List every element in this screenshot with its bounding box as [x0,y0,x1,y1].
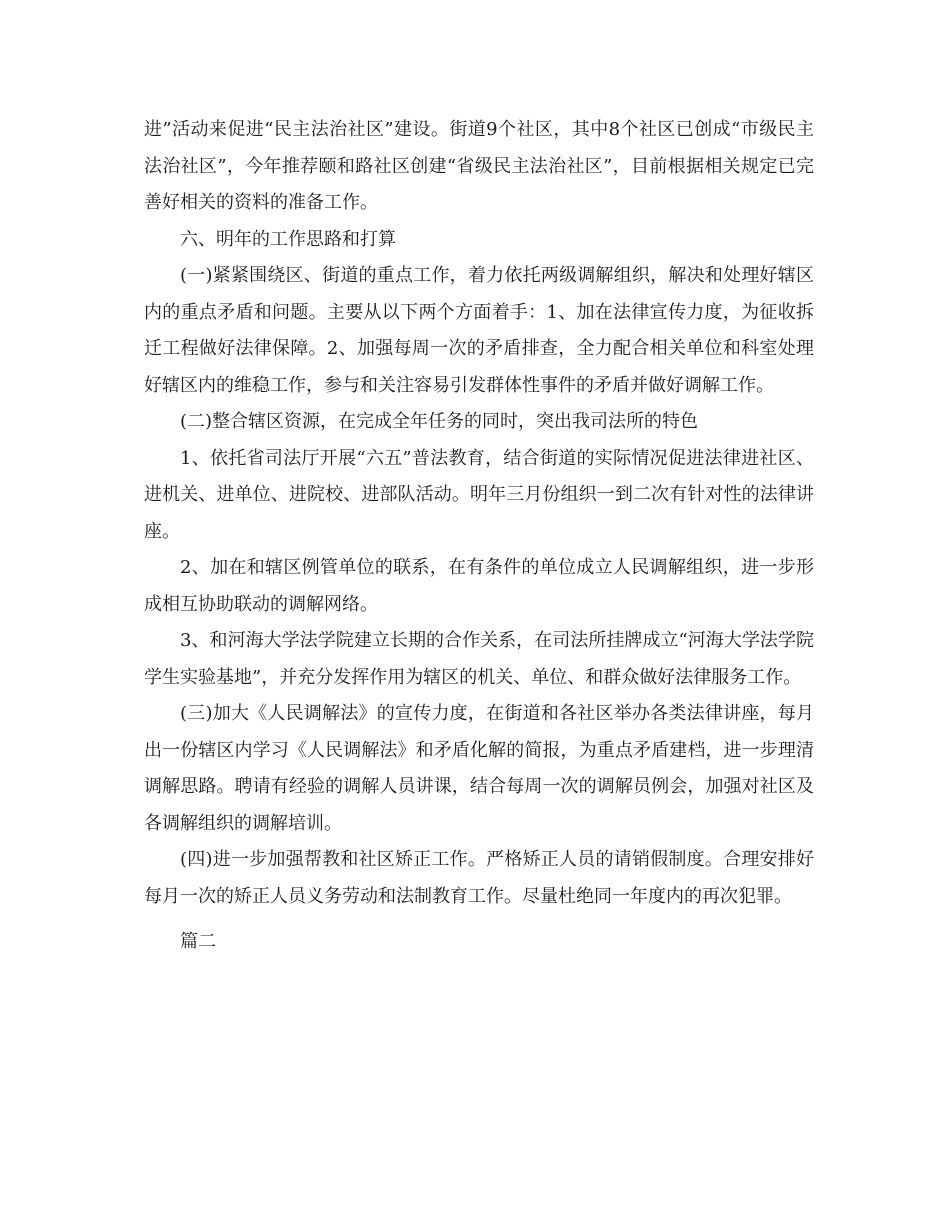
paragraph-subitem-3: 3、和河海大学法学院建立长期的合作关系，在司法所挂牌成立“河海大学法学院学生实验基地”，并充分发挥作用为辖区的机关、单位、和群众做好法律服务工作。 [144,630,814,688]
paragraph-subitem-2: 2、加在和辖区例管单位的联系，在有条件的单位成立人民调解组织，进一步形成相互协助联动的调解网络。 [144,557,814,615]
paragraph-item-4: (四)进一步加强帮教和社区矫正工作。严格矫正人员的请销假制度。合理安排好每月一次的矫正人员义务劳动和法制教育工作。尽量杜绝同一年度内的再次犯罪。 [144,849,814,907]
paragraph-item-1: (一)紧紧围绕区、街道的重点工作，着力依托两级调解组织，解决和处理好辖区内的重点矛盾和问题。主要从以下两个方面着手：1、加在法律宣传力度，为征收拆迁工程做好法律保障。2、加强每周一次的矛盾排查，全力配合相关单位和科室处理好辖区内的维稳工作，参与和关注容易引发群体性事件的矛盾并做好调解工作。 [144,265,814,396]
paragraph-item-3: (三)加大《人民调解法》的宣传力度，在街道和各社区举办各类法律讲座，每月出一份辖区内学习《人民调解法》和矛盾化解的简报，为重点矛盾建档，进一步理清调解思路。聘请有经验的调解人员讲课，结合每周一次的调解员例会，加强对社区及各调解组织的调解培训。 [144,703,814,834]
paragraph-subitem-1: 1、依托省司法厅开展“六五”普法教育，结合街道的实际情况促进法律进社区、进机关、进单位、进院校、进部队活动。明年三月份组织一到二次有针对性的法律讲座。 [144,447,814,542]
paragraph-item-2: (二)整合辖区资源，在完成全年任务的同时，突出我司法所的特色 [180,411,699,432]
paragraph-community-construction: 进”活动来促进“民主法治社区”建设。街道9个社区，其中8个社区已创成“市级民主法治社区”，今年推荐颐和路社区创建“省级民主法治社区”，目前根据相关规定已完善好相关的资料的准备工作。 [144,119,814,213]
section-label-part-two: 篇二 [180,931,216,952]
section-heading-next-year-plan: 六、明年的工作思路和打算 [180,228,396,250]
document-body [144,112,814,961]
